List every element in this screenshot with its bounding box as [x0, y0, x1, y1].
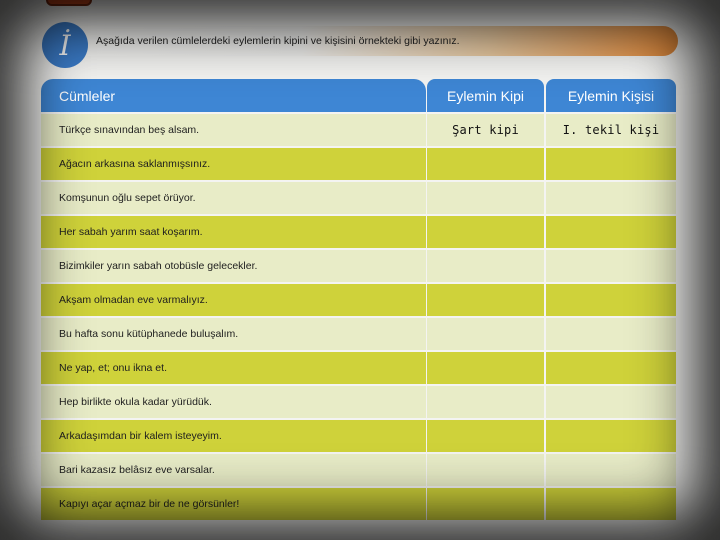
sentence-cell: Akşam olmadan eve varmalıyız. [41, 284, 426, 316]
sentence-cell: Türkçe sınavından beş alsam. [41, 114, 426, 146]
kip-answer-cell[interactable] [427, 182, 544, 214]
sentence-cell: Bari kazasız belâsız eve varsalar. [41, 454, 426, 486]
table-row [0, 420, 720, 452]
table-row [0, 216, 720, 248]
page-tab-decoration [46, 0, 92, 6]
kip-answer-cell[interactable] [427, 454, 544, 486]
sentence-cell: Komşunun oğlu sepet örüyor. [41, 182, 426, 214]
info-icon [42, 22, 88, 68]
kip-answer-cell[interactable] [427, 386, 544, 418]
kisi-answer-cell[interactable] [546, 454, 676, 486]
sentence-cell: Arkadaşımdan bir kalem isteyeyim. [41, 420, 426, 452]
sentence-cell: Bu hafta sonu kütüphanede buluşalım. [41, 318, 426, 350]
table-row [0, 250, 720, 282]
table-row [0, 318, 720, 350]
table-row [0, 454, 720, 486]
kisi-answer-cell[interactable] [546, 284, 676, 316]
table-row [0, 284, 720, 316]
sentence-cell: Her sabah yarım saat koşarım. [41, 216, 426, 248]
sentence-cell: Ağacın arkasına saklanmışsınız. [41, 148, 426, 180]
kip-answer-cell[interactable] [427, 216, 544, 248]
kip-answer-cell[interactable] [427, 148, 544, 180]
table-row [0, 182, 720, 214]
kisi-answer-cell[interactable]: I. tekil kişi [546, 114, 676, 146]
kip-answer-cell[interactable] [427, 250, 544, 282]
sentence-cell: Kapıyı açar açmaz bir de ne görsünler! [41, 488, 426, 520]
header-eylemin-kisisi: Eylemin Kişisi [546, 79, 676, 112]
kip-answer-cell[interactable] [427, 284, 544, 316]
kisi-answer-cell[interactable] [546, 352, 676, 384]
info-icon-glyph: İ [59, 28, 71, 62]
kisi-answer-cell[interactable] [546, 250, 676, 282]
header-eylemin-kipi: Eylemin Kipi [427, 79, 544, 112]
header-cumleler: Cümleler [41, 79, 426, 112]
kisi-answer-cell[interactable] [546, 148, 676, 180]
sentence-cell: Bizimkiler yarın sabah otobüsle gelecekler. [41, 250, 426, 282]
kisi-answer-cell[interactable] [546, 318, 676, 350]
kisi-answer-cell[interactable] [546, 216, 676, 248]
table-row [0, 114, 720, 146]
table-row [0, 352, 720, 384]
kisi-answer-cell[interactable] [546, 488, 676, 520]
table-row [0, 148, 720, 180]
table-row [0, 488, 720, 520]
kip-answer-cell[interactable] [427, 488, 544, 520]
sentence-cell: Hep birlikte okula kadar yürüdük. [41, 386, 426, 418]
kip-answer-cell[interactable] [427, 352, 544, 384]
instruction-text: Aşağıda verilen cümlelerdeki eylemlerin kipini ve kişisini örnekteki gibi yazınız. [96, 35, 460, 47]
kisi-answer-cell[interactable] [546, 420, 676, 452]
kip-answer-cell[interactable] [427, 420, 544, 452]
kip-answer-cell[interactable]: Şart kipi [427, 114, 544, 146]
table-row [0, 386, 720, 418]
kip-answer-cell[interactable] [427, 318, 544, 350]
sentence-cell: Ne yap, et; onu ikna et. [41, 352, 426, 384]
kisi-answer-cell[interactable] [546, 386, 676, 418]
kisi-answer-cell[interactable] [546, 182, 676, 214]
